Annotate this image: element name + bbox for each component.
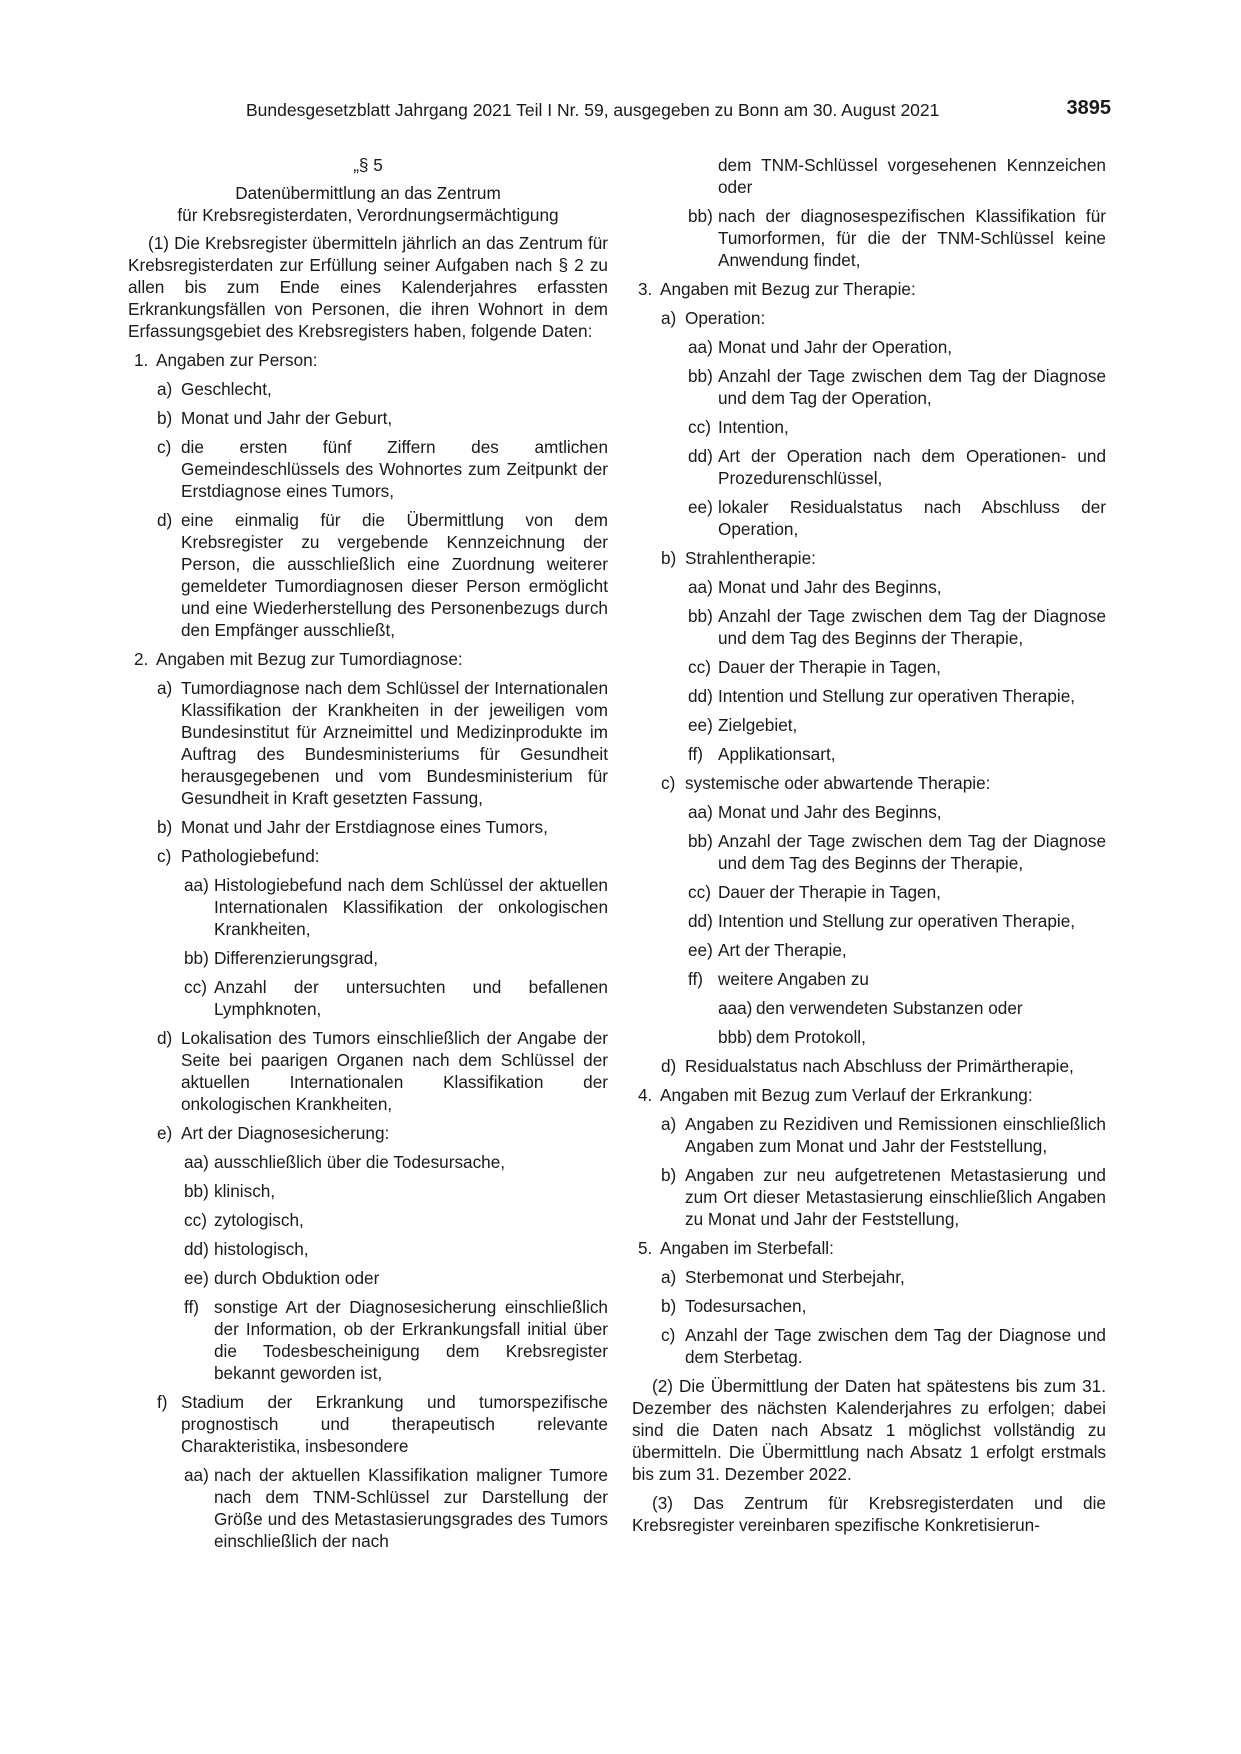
list-item: c) systemische oder abwartende Therapie:: [661, 773, 991, 793]
list-item: bb) nach der diagnosespezifischen Klassifikation für Tumorformen, für die der TNM-Schlüssel keine Anwendung findet,: [688, 206, 1106, 270]
section-heading-line-1: Datenübermittlung an das Zentrum: [235, 183, 501, 203]
list-item: aa) Monat und Jahr des Beginns,: [688, 577, 942, 597]
list-item-continuation: dem TNM-Schlüssel vorgesehenen Kennzeichen oder: [718, 155, 1106, 197]
list-item: ee) durch Obduktion oder: [184, 1268, 380, 1288]
list-item: cc) Dauer der Therapie in Tagen,: [688, 882, 941, 902]
list-item: d) Lokalisation des Tumors einschließlich der Angabe der Seite bei paarigen Organen nach dem Schlüssel der aktuellen Internationalen Klassifikation der onkologischen Krankheiten,: [157, 1028, 608, 1114]
list-item: ee) Art der Therapie,: [688, 940, 847, 960]
list-item: b) Angaben zur neu aufgetretenen Metastasierung und zum Ort dieser Metastasierung einschließlich Angaben zu Monat und Jahr der Feststellung,: [661, 1165, 1106, 1229]
list-item: 1. Angaben zur Person:: [134, 350, 318, 370]
left-column: [128, 154, 608, 1559]
list-item: bb) Differenzierungsgrad,: [184, 948, 379, 968]
list-item: d) Residualstatus nach Abschluss der Primärtherapie,: [661, 1056, 1074, 1076]
list-item: aa) ausschließlich über die Todesursache,: [184, 1152, 506, 1172]
list-item: bb) Anzahl der Tage zwischen dem Tag der Diagnose und dem Tag der Operation,: [688, 366, 1106, 408]
page-number: 3895: [1066, 97, 1111, 119]
list-item: bb) klinisch,: [184, 1181, 276, 1201]
list-item: f) Stadium der Erkrankung und tumorspezifische prognostisch und therapeutisch relevante Charakteristika, insbesondere: [157, 1392, 608, 1456]
paragraph-2: (2) Die Übermittlung der Daten hat spätestens bis zum 31. Dezember des nächsten Kalenderjahres zu erfolgen; dabei sind die Daten nach Absatz 1 möglichst vollständig zu übermitteln. Die Übermittlung nach Absatz 1 erfolgt erstmals bis zum 31. Dezember 2022.: [632, 1376, 1106, 1484]
list-item: e) Art der Diagnosesicherung:: [157, 1123, 390, 1143]
paragraph-3: (3) Das Zentrum für Krebsregisterdaten und die Krebsregister vereinbaren spezifische Konkretisierun-: [632, 1493, 1106, 1535]
list-item: aa) Histologiebefund nach dem Schlüssel der aktuellen Internationalen Klassifikation der onkologischen Krankheiten,: [184, 875, 608, 939]
list-item: 2. Angaben mit Bezug zur Tumordiagnose:: [134, 649, 463, 669]
list-item: dd) Art der Operation nach dem Operationen- und Prozedurenschlüssel,: [688, 446, 1106, 488]
list-item: a) Angaben zu Rezidiven und Remissionen einschließlich Angaben zum Monat und Jahr der Feststellung,: [661, 1114, 1106, 1156]
running-title: Bundesgesetzblatt Jahrgang 2021 Teil I Nr. 59, ausgegeben zu Bonn am 30. August 2021: [246, 100, 940, 120]
list-item: a) Operation:: [661, 308, 766, 328]
list-item: cc) zytologisch,: [184, 1210, 304, 1230]
list-item: dd) Intention und Stellung zur operativen Therapie,: [688, 911, 1076, 931]
list-item: bbb) dem Protokoll,: [718, 1027, 866, 1047]
list-item: b) Strahlentherapie:: [661, 548, 816, 568]
list-item: b) Monat und Jahr der Geburt,: [157, 408, 393, 428]
list-item: a) Geschlecht,: [157, 379, 272, 399]
running-header: [0, 97, 1241, 126]
list-item: cc) Dauer der Therapie in Tagen,: [688, 657, 941, 677]
section-heading-line-2: für Krebsregisterdaten, Verordnungsermächtigung: [177, 205, 559, 225]
list-item: 3. Angaben mit Bezug zur Therapie:: [638, 279, 916, 299]
list-item: ee) Zielgebiet,: [688, 715, 798, 735]
list-item: b) Monat und Jahr der Erstdiagnose eines Tumors,: [157, 817, 548, 837]
list-item: c) Pathologiebefund:: [157, 846, 320, 866]
list-item: aaa) den verwendeten Substanzen oder: [718, 998, 1023, 1018]
list-item: aa) Monat und Jahr des Beginns,: [688, 802, 942, 822]
list-item: cc) Intention,: [688, 417, 789, 437]
list-item: cc) Anzahl der untersuchten und befallenen Lymphknoten,: [184, 977, 608, 1019]
list-item: dd) histologisch,: [184, 1239, 309, 1259]
list-item: d) eine einmalig für die Übermittlung von dem Krebsregister zu vergebende Kennzeichnung der Person, die ausschließlich eine Zuordnung weiterer gemeldeter Tumordiagnosen dieser Person ermöglicht und eine Wiederherstellung des Personenbezugs durch den Empfänger ausschließt,: [157, 510, 608, 640]
list-item: ff) sonstige Art der Diagnosesicherung einschließlich der Information, ob der Erkrankungsfall initial über die Todesbescheinigung dem Krebsregister bekannt geworden ist,: [184, 1297, 608, 1383]
right-column: [632, 154, 1106, 1543]
list-item: aa) nach der aktuellen Klassifikation maligner Tumore nach dem TNM-Schlüssel zur Darstellung der Größe und des Metastasierungsgrades des Tumors einschließlich der nach: [184, 1465, 608, 1551]
list-item: 4. Angaben mit Bezug zum Verlauf der Erkrankung:: [638, 1085, 1033, 1105]
list-item: bb) Anzahl der Tage zwischen dem Tag der Diagnose und dem Tag des Beginns der Therapie,: [688, 831, 1106, 873]
list-item: c) die ersten fünf Ziffern des amtlichen Gemeindeschlüssels des Wohnortes zum Zeitpunkt der Erstdiagnose eines Tumors,: [157, 437, 608, 501]
list-item: b) Todesursachen,: [661, 1296, 807, 1316]
list-item: aa) Monat und Jahr der Operation,: [688, 337, 953, 357]
list-item: a) Tumordiagnose nach dem Schlüssel der Internationalen Klassifikation der Krankheiten in der jeweiligen vom Bundesinstitut für Arzneimittel und Medizinprodukte im Auftrag des Bundesministeriums für Gesundheit herausgegebenen und vom Bundesministerium für Gesundheit in Kraft gesetzten Fassung,: [157, 678, 608, 808]
list-item: c) Anzahl der Tage zwischen dem Tag der Diagnose und dem Sterbetag.: [661, 1325, 1106, 1367]
paragraph-1: (1) Die Krebsregister übermitteln jährlich an das Zentrum für Krebsregisterdaten zur Erfüllung seiner Aufgaben nach § 2 zu allen bis zum Ende eines Kalenderjahres erfassten Erkrankungsfällen von Personen, die ihren Wohnort in dem Erfassungsgebiet des Krebsregisters haben, folgende Daten:: [128, 233, 608, 341]
list-item: 5. Angaben im Sterbefall:: [638, 1238, 834, 1258]
list-item: ee) lokaler Residualstatus nach Abschluss der Operation,: [688, 497, 1106, 539]
section-number: „§ 5: [353, 155, 383, 175]
list-item: ff) weitere Angaben zu: [688, 969, 869, 989]
list-item: dd) Intention und Stellung zur operativen Therapie,: [688, 686, 1076, 706]
list-item: bb) Anzahl der Tage zwischen dem Tag der Diagnose und dem Tag des Beginns der Therapie,: [688, 606, 1106, 648]
list-item: a) Sterbemonat und Sterbejahr,: [661, 1267, 905, 1287]
list-item: ff) Applikationsart,: [688, 744, 836, 764]
